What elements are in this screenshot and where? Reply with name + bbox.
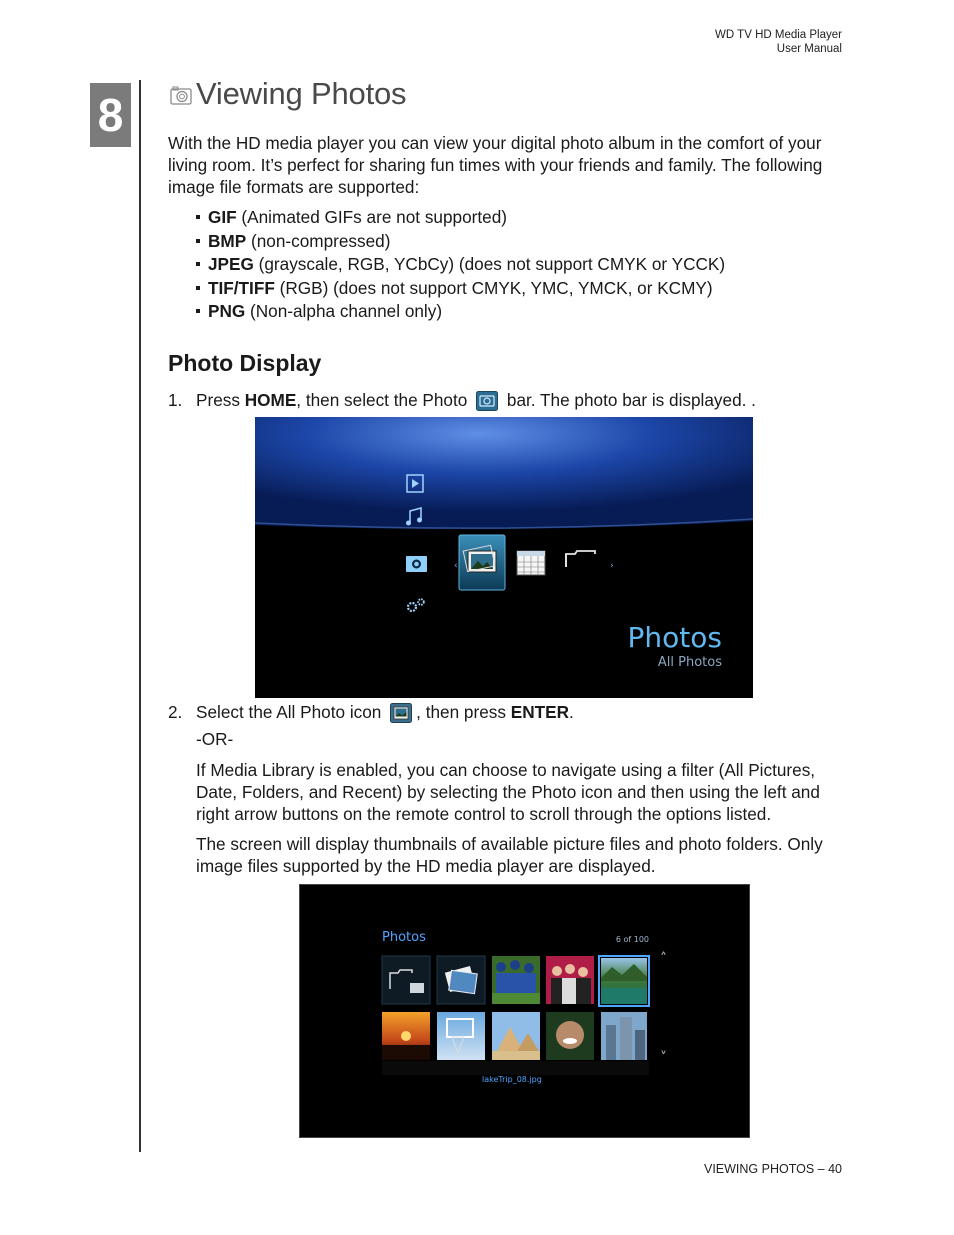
- right-arrow: ›: [610, 561, 614, 571]
- left-arrow: ‹: [454, 561, 458, 571]
- photo-menu-icon: [406, 556, 427, 572]
- thumbnail-grid-screenshot: [299, 884, 750, 1138]
- thumb-folder: [382, 956, 430, 1004]
- header-doc: User Manual: [776, 42, 842, 55]
- thumb-football: [492, 956, 540, 1004]
- thumb-buildings: [601, 1012, 647, 1060]
- thumb-lake-selected: [599, 956, 649, 1006]
- thumb-photo-stack: [437, 956, 485, 1004]
- item-count: 6 of 100: [615, 935, 649, 944]
- thumb-basketball: [437, 1012, 485, 1060]
- intro-paragraph: With the HD media player you can view your digital photo album in the comfort of your living room. It’s perfect for sharing fun times with your friends and family. The following image file formats are supported:: [168, 133, 823, 197]
- step-2: 2. Select the All Photo icon , then press ENTER.: [168, 702, 574, 722]
- list-item: GIF (Animated GIFs are not supported): [196, 206, 725, 230]
- page-footer: VIEWING PHOTOS – 40: [703, 1162, 842, 1176]
- list-item: JPEG (grayscale, RGB, YCbCy) (does not support CMYK or YCCK): [196, 253, 725, 277]
- screen-subtitle: All Photos: [657, 655, 722, 670]
- photo-bar-icon: [476, 391, 498, 411]
- all-photo-icon: [390, 703, 412, 723]
- header-product: WD TV HD Media Player: [715, 29, 842, 41]
- thumb-sunset: [382, 1012, 430, 1060]
- list-item: PNG (Non-alpha channel only): [196, 300, 725, 324]
- chapter-number: 8: [90, 83, 131, 147]
- scroll-down-arrow: ˅: [660, 1050, 667, 1066]
- thumb-pyramids: [492, 1012, 540, 1060]
- photo-camera-icon: [170, 85, 192, 107]
- page-title-text: Viewing Photos: [196, 76, 407, 111]
- list-item: TIF/TIFF (RGB) (does not support CMYK, YMC, YMCK, or KCMY): [196, 277, 725, 301]
- screen-title: Photos: [382, 930, 426, 945]
- page-header: [715, 29, 842, 56]
- media-library-paragraph: If Media Library is enabled, you can choose to navigate using a filter (All Pictures, Date, Folders, and Recent) by selecting the Photo icon and then using the left and right arrow buttons on the remote control to scroll through the options listed.: [196, 760, 820, 824]
- calendar-icon: [517, 551, 545, 575]
- section-heading: Photo Display: [168, 350, 322, 376]
- home-menu-screen: [255, 417, 753, 698]
- selected-filename: lakeTrip_08.jpg: [482, 1075, 542, 1084]
- home-menu-screenshot: [255, 417, 753, 698]
- page-title: [170, 76, 406, 112]
- scroll-up-arrow: ˄: [660, 951, 667, 967]
- or-separator: -OR-: [196, 729, 234, 749]
- thumb-face: [546, 1012, 594, 1060]
- thumb-group-portrait: [546, 956, 594, 1004]
- thumbnail-screen: [300, 885, 749, 1137]
- thumbnails-paragraph: The screen will display thumbnails of available picture files and photo folders. Only image files supported by the HD media player are displayed.: [196, 834, 823, 876]
- list-item: BMP (non-compressed): [196, 230, 725, 254]
- format-list: [196, 206, 725, 324]
- vertical-rule: [139, 80, 141, 1152]
- screen-title: Photos: [627, 621, 722, 654]
- step-1: 1. Press HOME, then select the Photo bar. The photo bar is displayed. .: [168, 390, 756, 410]
